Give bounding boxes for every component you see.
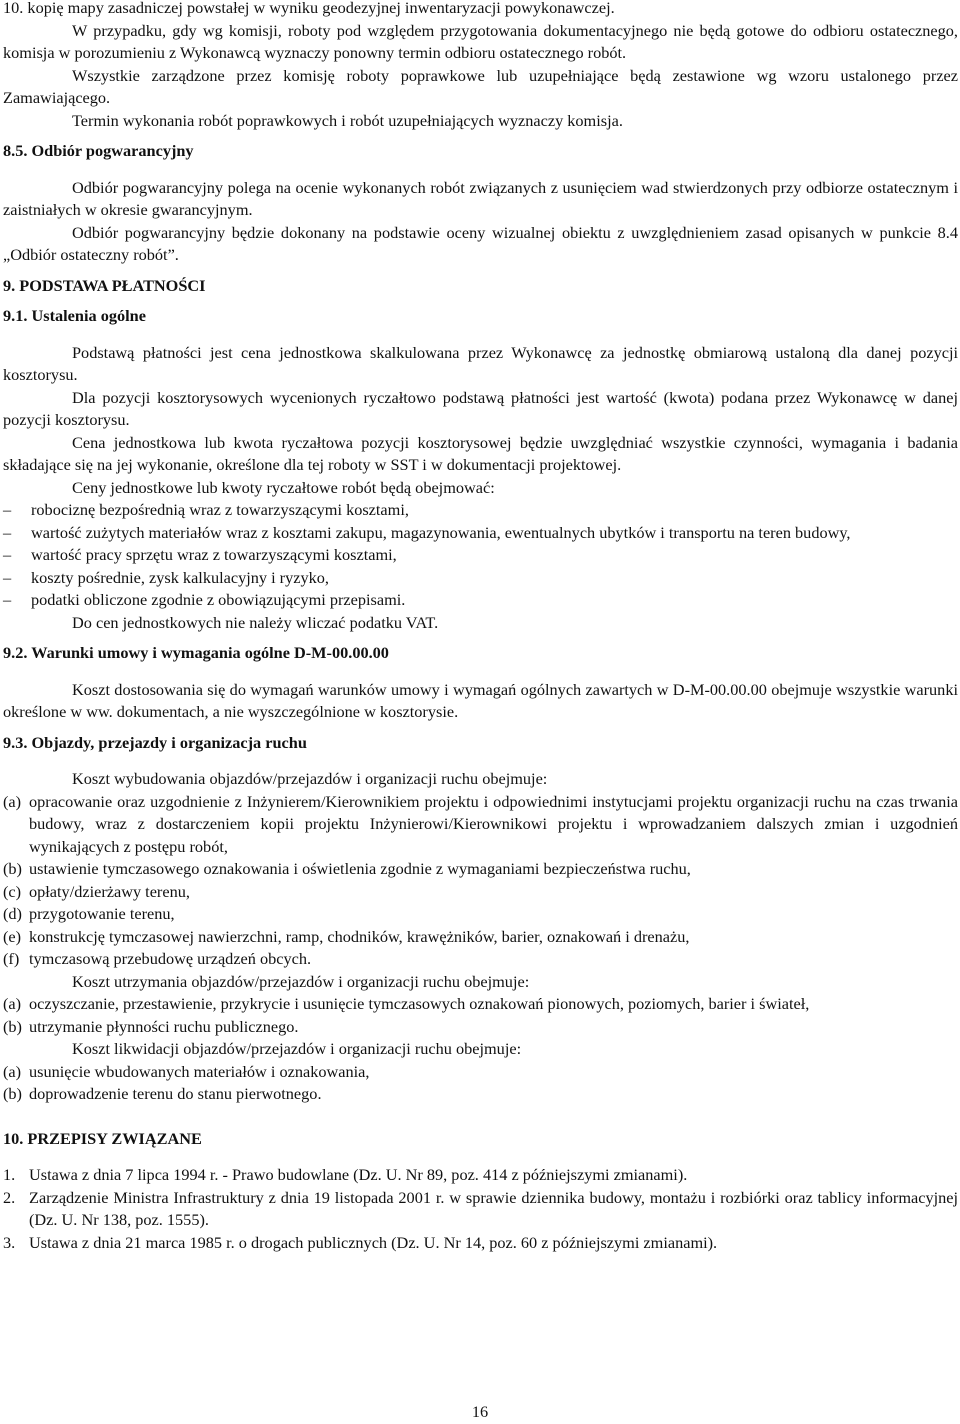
page-number: 16 bbox=[471, 1402, 489, 1421]
list-number: 2. bbox=[3, 1187, 16, 1207]
paragraph: Cena jednostkowa lub kwota ryczałtowa pozycji kosztorysowej będzie uwzględniać wszystkie czynności, wymagania i badania składające się na jej wykonanie, określone dla tej roboty w SST i w dokumentacji projektowej. bbox=[3, 432, 958, 474]
section-heading-9-2: 9.2. Warunki umowy i wymagania ogólne D-M-00.00.00 bbox=[3, 643, 389, 662]
section-heading-8-5: 8.5. Odbiór pogwarancyjny bbox=[3, 141, 194, 160]
list-item: (a) opracowanie oraz uzgodnienie z Inżynierem/Kierownikiem projektu i odpowiednimi instytucjami projektu organizacji ruchu na czas trwania budowy, wraz z dostarczeniem kopii projektu Inżynierowi/Kierownikowi projektu i wprowadzaniem dalszych zmian i uzgodnień wynikających z postępu robót, bbox=[3, 791, 958, 856]
list-label: (d) bbox=[3, 904, 22, 923]
dash-bullet: – bbox=[3, 522, 12, 542]
list-item: (b) doprowadzenie terenu do stanu pierwotnego. bbox=[3, 1083, 958, 1106]
list-item-10: 10. kopię mapy zasadniczej powstałej w wyniku geodezyjnej inwentaryzacji powykonawczej. bbox=[3, 0, 615, 17]
lettered-list-construction bbox=[3, 791, 958, 971]
list-item: (e) konstrukcję tymczasowej nawierzchni, ramp, chodników, krawężników, barier, oznakowań i drenażu, bbox=[3, 926, 958, 949]
list-label: (b) bbox=[3, 1016, 22, 1036]
section-heading-9-1: 9.1. Ustalenia ogólne bbox=[3, 306, 146, 325]
dash-bullet: – bbox=[3, 500, 12, 519]
list-item: 2. Zarządzenie Ministra Infrastruktury z dnia 19 listopada 2001 r. w sprawie dziennika budowy, montażu i rozbiórki oraz tablicy informacyjnej (Dz. U. Nr 138, poz. 1555). bbox=[3, 1187, 958, 1229]
list-item: (c) opłaty/dzierżawy terenu, bbox=[3, 881, 958, 904]
dash-bullet: – bbox=[3, 545, 12, 564]
list-label: (a) bbox=[3, 994, 22, 1013]
paragraph: Ceny jednostkowe lub kwoty ryczałtowe robót będą obejmować: bbox=[72, 477, 495, 497]
lettered-list-removal bbox=[3, 1061, 958, 1106]
dash-bullet: – bbox=[3, 567, 12, 587]
paragraph: Koszt wybudowania objazdów/przejazdów i organizacji ruchu obejmuje: bbox=[72, 769, 548, 788]
list-item: – koszty pośrednie, zysk kalkulacyjny i ryzyko, bbox=[3, 567, 958, 590]
list-number: 3. bbox=[3, 1232, 16, 1252]
list-label: (a) bbox=[3, 791, 22, 811]
section-heading-9-3: 9.3. Objazdy, przejazdy i organizacja ruchu bbox=[3, 732, 307, 752]
list-item: (f) tymczasową przebudowę urządzeń obcych. bbox=[3, 948, 958, 971]
list-item: – podatki obliczone zgodnie z obowiązującymi przepisami. bbox=[3, 589, 958, 612]
list-item: – wartość zużytych materiałów wraz z kosztami zakupu, magazynowania, ewentualnych ubytków i transportu na teren budowy, bbox=[3, 522, 958, 545]
list-item: – robociznę bezpośrednią wraz z towarzyszącymi kosztami, bbox=[3, 499, 958, 522]
paragraph: Koszt dostosowania się do wymagań warunków umowy i wymagań ogólnych zawartych w D-M-00.00.00 obejmuje wszystkie warunki określone w ww. dokumentach, a nie wyszczególnione w kosztorysie. bbox=[3, 679, 958, 721]
list-item: 3. Ustawa z dnia 21 marca 1985 r. o drogach publicznych (Dz. U. Nr 14, poz. 60 z późniejszymi zmianami). bbox=[3, 1232, 958, 1255]
dash-list bbox=[3, 499, 958, 612]
paragraph: W przypadku, gdy wg komisji, roboty pod względem przygotowania dokumentacyjnego nie będą gotowe do odbioru ostatecznego, komisja w porozumieniu z Wykonawcą wyznaczy ponowny termin odbioru ostatecznego robót. bbox=[3, 20, 958, 62]
paragraph: Koszt likwidacji objazdów/przejazdów i organizacji ruchu obejmuje: bbox=[72, 1039, 522, 1058]
list-item: (a) oczyszczanie, przestawienie, przykrycie i usunięcie tymczasowych oznakowań pionowych, poziomych, barier i świateł, bbox=[3, 993, 958, 1016]
paragraph: Termin wykonania robót poprawkowych i robót uzupełniających wyznaczy komisja. bbox=[72, 110, 623, 130]
paragraph: Koszt utrzymania objazdów/przejazdów i organizacji ruchu obejmuje: bbox=[72, 971, 530, 991]
list-item: (a) usunięcie wbudowanych materiałów i oznakowania, bbox=[3, 1061, 958, 1084]
list-label: (e) bbox=[3, 926, 22, 946]
paragraph: Odbiór pogwarancyjny polega na ocenie wykonanych robót związanych z usunięciem wad stwierdzonych przy odbiorze ostatecznym i zaistniałych w okresie gwarancyjnym. bbox=[3, 177, 958, 219]
paragraph: Podstawą płatności jest cena jednostkowa skalkulowana przez Wykonawcę za jednostkę obmiarową ustaloną dla danej pozycji kosztorysu. bbox=[3, 342, 958, 384]
list-label: (b) bbox=[3, 1084, 22, 1103]
list-item: (b) utrzymanie płynności ruchu publicznego. bbox=[3, 1016, 958, 1039]
dash-bullet: – bbox=[3, 590, 12, 609]
list-item: (d) przygotowanie terenu, bbox=[3, 903, 958, 926]
list-label: (f) bbox=[3, 949, 20, 968]
list-item: 1. Ustawa z dnia 7 lipca 1994 r. - Prawo budowlane (Dz. U. Nr 89, poz. 414 z późniejszymi zmianami). bbox=[3, 1164, 958, 1187]
list-label: (a) bbox=[3, 1061, 22, 1081]
list-label: (c) bbox=[3, 881, 22, 901]
paragraph: Do cen jednostkowych nie należy wliczać podatku VAT. bbox=[72, 612, 439, 632]
paragraph: Wszystkie zarządzone przez komisję roboty poprawkowe lub uzupełniające będą zestawione wg wzoru ustalonego przez Zamawiającego. bbox=[3, 65, 958, 107]
regulations-list bbox=[3, 1164, 958, 1254]
paragraph: Odbiór pogwarancyjny będzie dokonany na podstawie oceny wizualnej obiektu z uwzględnieniem zasad opisanych w punkcie 8.4 „Odbiór ostateczny robót”. bbox=[3, 222, 958, 264]
section-heading-10: 10. PRZEPISY ZWIĄZANE bbox=[3, 1128, 202, 1148]
list-label: (b) bbox=[3, 859, 22, 878]
list-number: 1. bbox=[3, 1165, 16, 1184]
list-item: – wartość pracy sprzętu wraz z towarzyszącymi kosztami, bbox=[3, 544, 958, 567]
paragraph: Dla pozycji kosztorysowych wycenionych ryczałtowo podstawą płatności jest wartość (kwota) podana przez Wykonawcę w danej pozycji kosztorysu. bbox=[3, 387, 958, 429]
list-item: (b) ustawienie tymczasowego oznakowania i oświetlenia zgodnie z wymaganiami bezpieczeństwa ruchu, bbox=[3, 858, 958, 881]
section-heading-9: 9. PODSTAWA PŁATNOŚCI bbox=[3, 275, 206, 295]
document-page bbox=[3, 0, 958, 1254]
lettered-list-maintenance bbox=[3, 993, 958, 1038]
